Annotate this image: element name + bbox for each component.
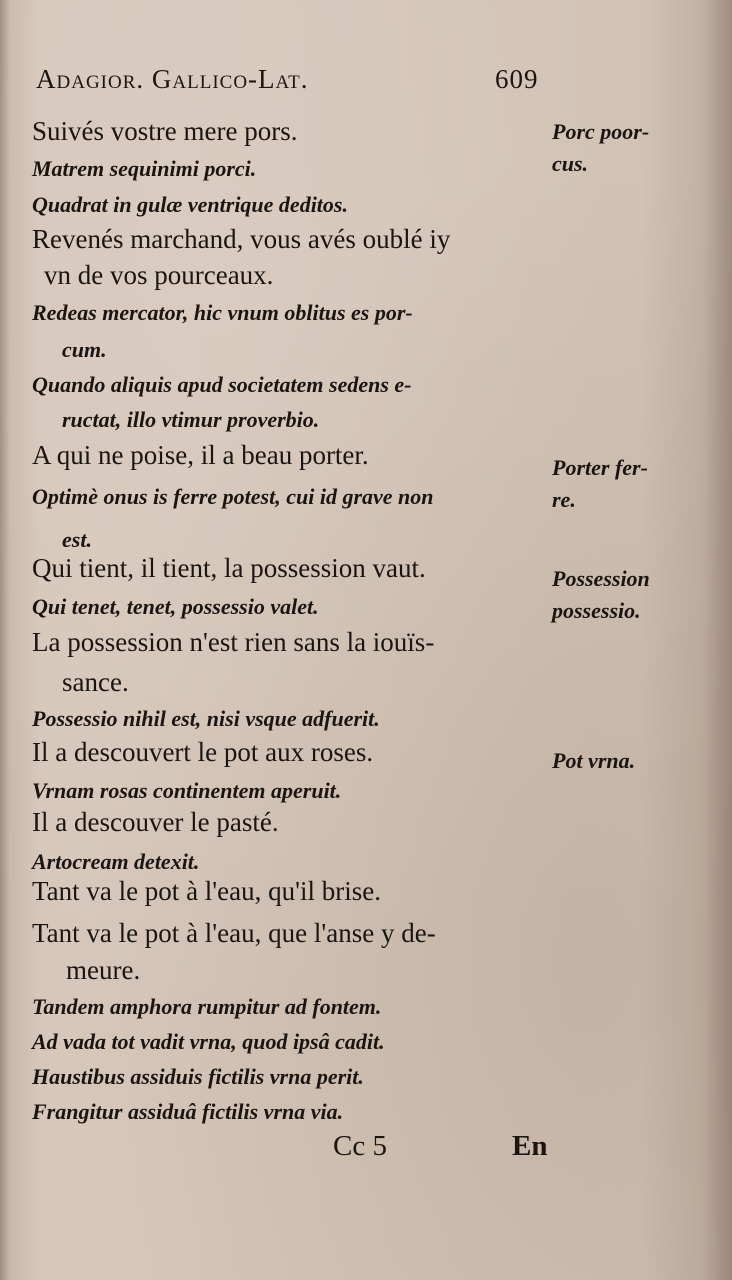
signature-mark: Cc 5: [333, 1130, 387, 1162]
text-line: Frangitur assiduâ fictilis vrna via.: [32, 1099, 344, 1124]
text-line: Il a descouvert le pot aux roses.: [32, 737, 374, 767]
text-line: ructat, illo vtimur proverbio.: [62, 407, 320, 432]
margin-note-line: possessio.: [552, 598, 641, 623]
margin-note: [552, 116, 649, 180]
text-line: Revenés marchand, vous avés oublé iy: [32, 224, 451, 254]
text-line: Optimè onus is ferre potest, cui id grave non: [32, 484, 434, 509]
text-line: Ad vada tot vadit vrna, quod ipsâ cadit.: [32, 1029, 385, 1054]
text-line: Quadrat in gulæ ventrique deditos.: [32, 192, 348, 217]
margin-note-line: Porter fer-: [552, 455, 648, 480]
text-line: Quando aliquis apud societatem sedens e-: [32, 372, 412, 397]
text-line: cum.: [62, 337, 107, 362]
margin-note-line: Pot vrna.: [552, 748, 636, 773]
text-line: Qui tenet, tenet, possessio valet.: [32, 594, 319, 619]
margin-note: [552, 745, 635, 777]
text-line: A qui ne poise, il a beau porter.: [32, 440, 369, 470]
margin-note-line: Porc poor-: [552, 119, 650, 144]
text-line: Suivés vostre mere pors.: [32, 116, 298, 146]
text-line: Qui tient, il tient, la possession vaut.: [32, 553, 426, 583]
text-line: Tant va le pot à l'eau, que l'anse y de-: [32, 918, 436, 948]
text-line: vn de vos pourceaux.: [44, 260, 274, 290]
text-line: Possessio nihil est, nisi vsque adfuerit.: [32, 706, 380, 731]
text-line: Tant va le pot à l'eau, qu'il brise.: [32, 876, 381, 906]
text-line: La possession n'est rien sans la iouïs-: [32, 627, 435, 657]
margin-note-line: Possession: [552, 566, 650, 591]
margin-note: [552, 452, 648, 516]
text-line: sance.: [62, 667, 129, 697]
page-number: 609: [495, 64, 539, 94]
text-line: meure.: [66, 955, 141, 985]
text-line: Haustibus assiduis fictilis vrna perit.: [32, 1064, 364, 1089]
text-line: Vrnam rosas continentem aperuit.: [32, 778, 342, 803]
text-line: Tandem amphora rumpitur ad fontem.: [32, 994, 382, 1019]
catchword: En: [512, 1130, 548, 1162]
text-line: Matrem sequinimi porci.: [32, 156, 257, 181]
header-title: Adagior. Gallico-Lat.: [36, 64, 309, 94]
margin-note-line: cus.: [552, 151, 589, 176]
margin-note: [552, 563, 650, 627]
text-line: Il a descouver le pasté.: [32, 807, 279, 837]
running-header: [36, 64, 556, 104]
text-line: Redeas mercator, hic vnum oblitus es por-: [32, 300, 413, 325]
text-line: Artocream detexit.: [32, 849, 200, 874]
margin-note-line: re.: [552, 487, 576, 512]
text-line: est.: [62, 527, 92, 552]
